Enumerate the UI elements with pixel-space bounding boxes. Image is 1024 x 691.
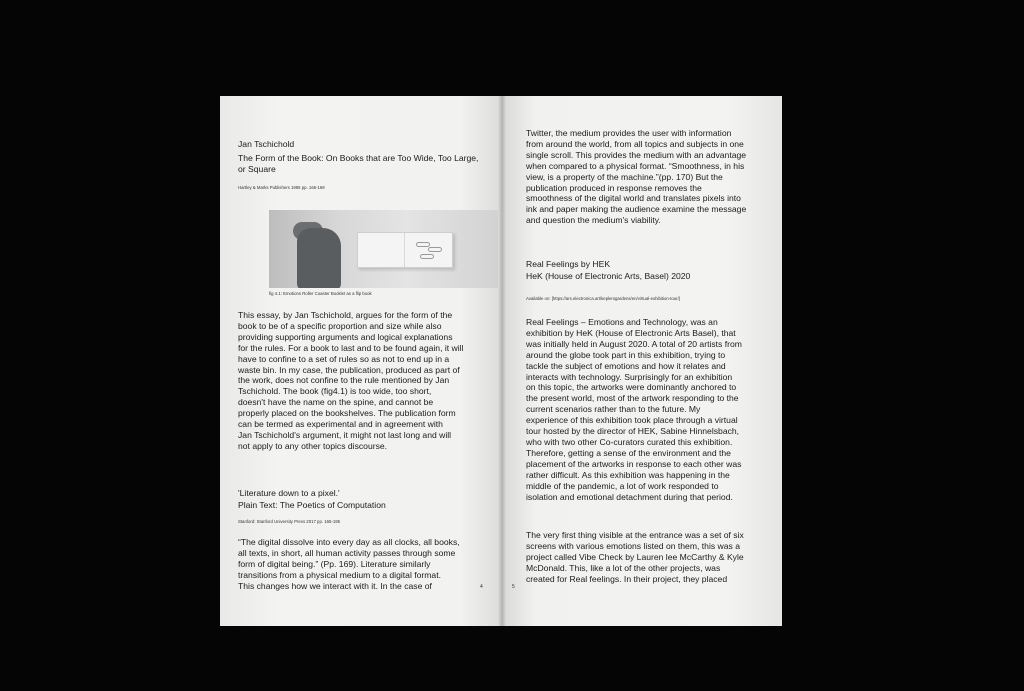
text-line: screens with various emotions listed on them, this was a (526, 540, 740, 551)
paragraph-tschichold (238, 310, 498, 452)
text-line: isolation and emotional detachment during that period. (526, 491, 733, 502)
ref1-title-line2: or Square (238, 164, 276, 174)
book-gutter (498, 96, 506, 626)
text-line: created for Real feelings. In their project, they placed (526, 573, 728, 584)
text-line: Twitter, the medium provides the user with information (526, 128, 732, 138)
ref2-title: Plain Text: The Poetics of Computation (238, 500, 386, 510)
right-page (502, 96, 782, 626)
text-line: transitions from a physical medium to a digital format. (238, 569, 441, 580)
text-line: book to be of a specific proportion and size while also (238, 320, 442, 331)
ref2-quote-title: 'Literature down to a pixel.' (238, 488, 340, 498)
paragraph-twitter (526, 128, 778, 226)
booklet-fold (404, 233, 405, 267)
ref-available-link: Available on: [https://ars.electronica.art/keplersgardens/en/virtual-exhibition-tour/] (526, 296, 680, 301)
paragraph-exhibition (526, 317, 778, 502)
gloved-hand (297, 228, 341, 288)
text-line: and question the medium's viability. (526, 215, 661, 226)
text-line: single scroll. This provides the medium with an advantage (526, 149, 747, 160)
text-line: who with two other Co-curators curated this exhibition. (526, 436, 733, 447)
text-line: properly placed on the bookshelves. The publication form (238, 408, 456, 419)
text-line: from around the world, from all topics and subjects in one (526, 138, 744, 149)
figure-photo (269, 210, 498, 288)
booklet-mark (428, 247, 442, 252)
text-line: McDonald. This, like a lot of the other projects, was (526, 562, 721, 573)
text-line: tour hosted by the director of HEK, Sabine Hinnelsbach, (526, 426, 740, 437)
text-line: Jan Tschichold's argument, it might not last long and will (238, 429, 452, 440)
text-line: around the globe took part in this exhibition, trying to (526, 349, 726, 360)
text-line: This essay, by Jan Tschichold, argues for the form of the (238, 310, 453, 320)
text-line: view, is a property of the machine.”(pp. 170) But the (526, 171, 723, 182)
text-line: tackle the subject of emotions and how it relates and (526, 360, 726, 371)
text-line: on this topic, the artworks were dominantly anchored to (526, 382, 737, 393)
text-line: for the rules. For a book to last and to be found again, it will (238, 342, 464, 353)
text-line: when compared to a physical format. “Smoothness, in his (526, 160, 745, 171)
text-line: The very first thing visible at the entrance was a set of six (526, 530, 744, 540)
text-line: current scenarios rather than to the future. My (526, 404, 701, 415)
text-line: project called Vibe Check by Lauren lee McCarthy & Kyle (526, 551, 744, 562)
text-line: Real Feelings – Emotions and Technology, was an (526, 317, 718, 327)
text-line: Tschichold. The book (fig4.1) is too wide, too short, (238, 386, 432, 397)
text-line: Therefore, getting a sense of the environment and the (526, 447, 731, 458)
text-line: interacts with technology. Surprisingly for an exhibition (526, 371, 733, 382)
text-line: not apply to any other topics discourse. (238, 440, 388, 451)
paragraph-vibe-check (526, 530, 778, 585)
text-line: form of digital being.” (Pp. 169). Literature similarly (238, 558, 431, 569)
ref2-publisher: Stanford: Stanford University Press 2017 pp. 165-195 (238, 519, 340, 524)
booklet-mark (416, 242, 430, 247)
text-line: providing supporting arguments and logical explanations (238, 331, 453, 342)
text-line: exhibition by HeK (House of Electronic Arts Basel), that (526, 327, 736, 338)
text-line: This changes how we interact with it. In the case of (238, 580, 432, 591)
ref1-author: Jan Tschichold (238, 139, 295, 149)
page-number-right: 5 (512, 584, 515, 590)
text-line: ink and paper making the audience examine the message (526, 204, 747, 215)
text-line: doesn't have the name on the spine, and cannot be (238, 397, 434, 408)
text-line: smoothness of the digital world and translates pixels into (526, 193, 741, 204)
ref-real-feelings-org: HeK (House of Electronic Arts, Basel) 2020 (526, 271, 691, 281)
booklet-mark (420, 254, 434, 259)
text-line: publication produced in response removes the (526, 182, 702, 193)
ref1-publisher: Hartley & Marks Publishers 1995 pp. 165-169 (238, 185, 325, 190)
paragraph-literature (238, 537, 498, 592)
text-line: placement of the artworks in response to each other was (526, 458, 742, 469)
text-line: the work, does not confine to the rule mentioned by Jan (238, 375, 450, 386)
text-line: the present world, most of the artwork responding to the (526, 393, 739, 404)
figure-caption: fig 4.1: Emotions Roller Coaster Booklet as a flip book (269, 291, 372, 296)
ref-real-feelings-title: Real Feelings by HEK (526, 259, 611, 269)
text-line: all texts, in short, all human activity passes through some (238, 547, 456, 558)
text-line: waste bin. In my case, the publication, produced as part of (238, 364, 460, 375)
book-spread (220, 96, 782, 626)
text-line: have to confine to a set of rules so as not to end up in a (238, 353, 450, 364)
text-line: experience of this exhibition took place through a virtual (526, 415, 738, 426)
text-line: middle of the pandemic, a lot of work responded to (526, 480, 719, 491)
text-line: rather difficult. As this exhibition was happening in the (526, 469, 730, 480)
text-line: “The digital dissolve into every day as all clocks, all books, (238, 537, 460, 547)
text-line: was initially held in August 2020. A total of 20 artists from (526, 338, 742, 349)
left-page (220, 96, 502, 626)
page-number-left: 4 (480, 584, 483, 590)
flip-booklet (357, 232, 453, 268)
text-line: can be termed as experimental and in agreement with (238, 419, 443, 430)
ref1-title-line1: The Form of the Book: On Books that are Too Wide, Too Large, (238, 153, 479, 163)
